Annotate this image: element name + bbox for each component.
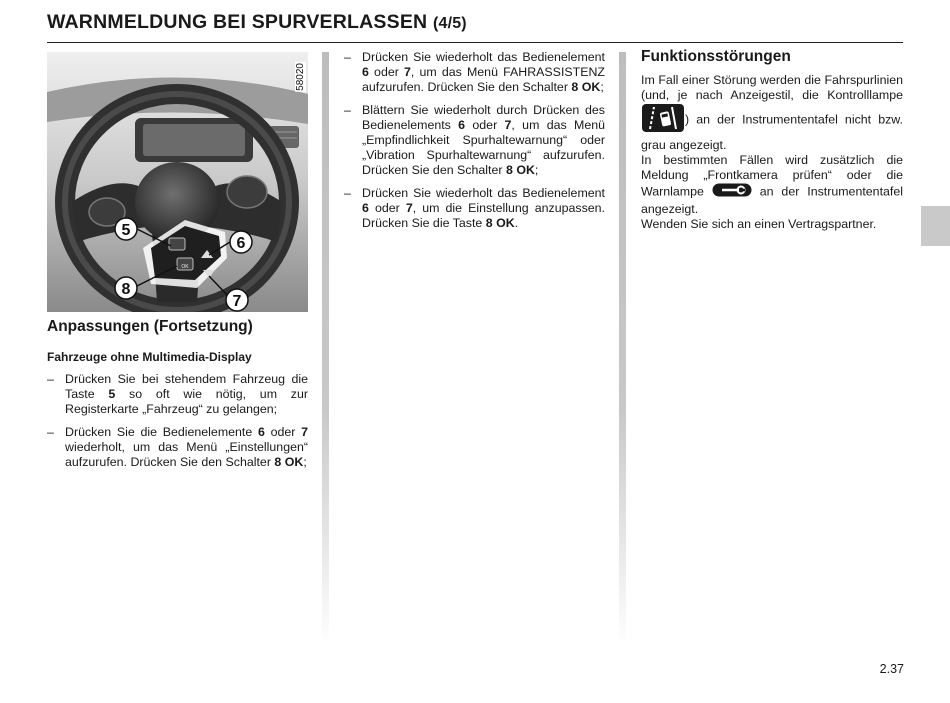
page-title-suffix: (4/5) [432,15,467,32]
list-item: – Drücken Sie bei stehendem Fahrzeug die Taste 5 so oft wie nötig, um zur Registerkarte „Fahrzeug“ zu gelangen; [47,372,308,418]
section-heading-adjustments: Anpassungen (Fortsetzung) [47,318,253,335]
callout-5 [115,218,137,240]
figure-code: 58020 [295,63,306,91]
column-divider-1 [322,52,329,647]
list-item: – Drücken Sie wiederholt das Bedienelement 6 oder 7, um die Einstellung anzupassen. Drücken Sie die Taste 8 OK. [344,186,605,232]
section-heading-malfunctions: Funktionsstörungen [641,48,791,65]
page-title [47,11,467,34]
malfunction-paragraph-1: Im Fall einer Störung werden die Fahrspurlinien (und, je nach Anzeigestil, die Kontrolllampe ) an der Instrumententafel nicht bzw. grau angezeigt. [641,73,903,152]
middle-instruction-list [344,50,605,238]
svg-text:6: 6 [236,235,246,252]
list-item: – Drücken Sie wiederholt das Bedienelement 6 oder 7, um das Menü FAHRASSISTENZ aufzurufen. Drücken Sie den Schalter 8 OK; [344,50,605,96]
callout-6 [230,231,252,253]
list-item: – Drücken Sie die Bedienelemente 6 oder 7 wiederholt, um das Menü „Einstellungen“ aufzurufen. Drücken Sie den Schalter 8 OK; [47,425,308,471]
subheading-no-multimedia: Fahrzeuge ohne Multimedia-Display [47,350,252,364]
svg-text:5: 5 [121,222,131,239]
page-title-text: WARNMELDUNG BEI SPURVERLASSEN [47,11,428,33]
list-item: – Blättern Sie wiederholt durch Drücken des Bedienelements 6 oder 7, um das Menü „Empfindlichkeit Spurhaltewarnung“ oder „Vibration Spurhaltewarnung“ aufzurufen. Drücken Sie den Schalter 8 OK; [344,103,605,179]
svg-text:7: 7 [232,293,242,310]
svg-text:8: 8 [121,281,131,298]
ok-button-label: OK [181,264,189,270]
service-wrench-icon [712,183,752,201]
steering-wheel-illustration [47,52,308,312]
callout-8 [115,277,137,299]
column-divider-2 [619,52,626,647]
malfunction-paragraph-2: In bestimmten Fällen wird zusätzlich die Meldung „Frontkamera prüfen“ oder die Warnlampe an der Instrumententafel angezeigt. Wenden Sie sich an einen Vertragspartner. [641,153,903,231]
lane-departure-warning-icon [641,103,685,137]
chapter-tab [921,206,950,246]
page-number: 2.37 [879,662,904,676]
left-instruction-list [47,372,308,477]
steering-wheel-figure [47,52,308,312]
title-rule [47,42,903,43]
callout-7 [226,289,248,311]
